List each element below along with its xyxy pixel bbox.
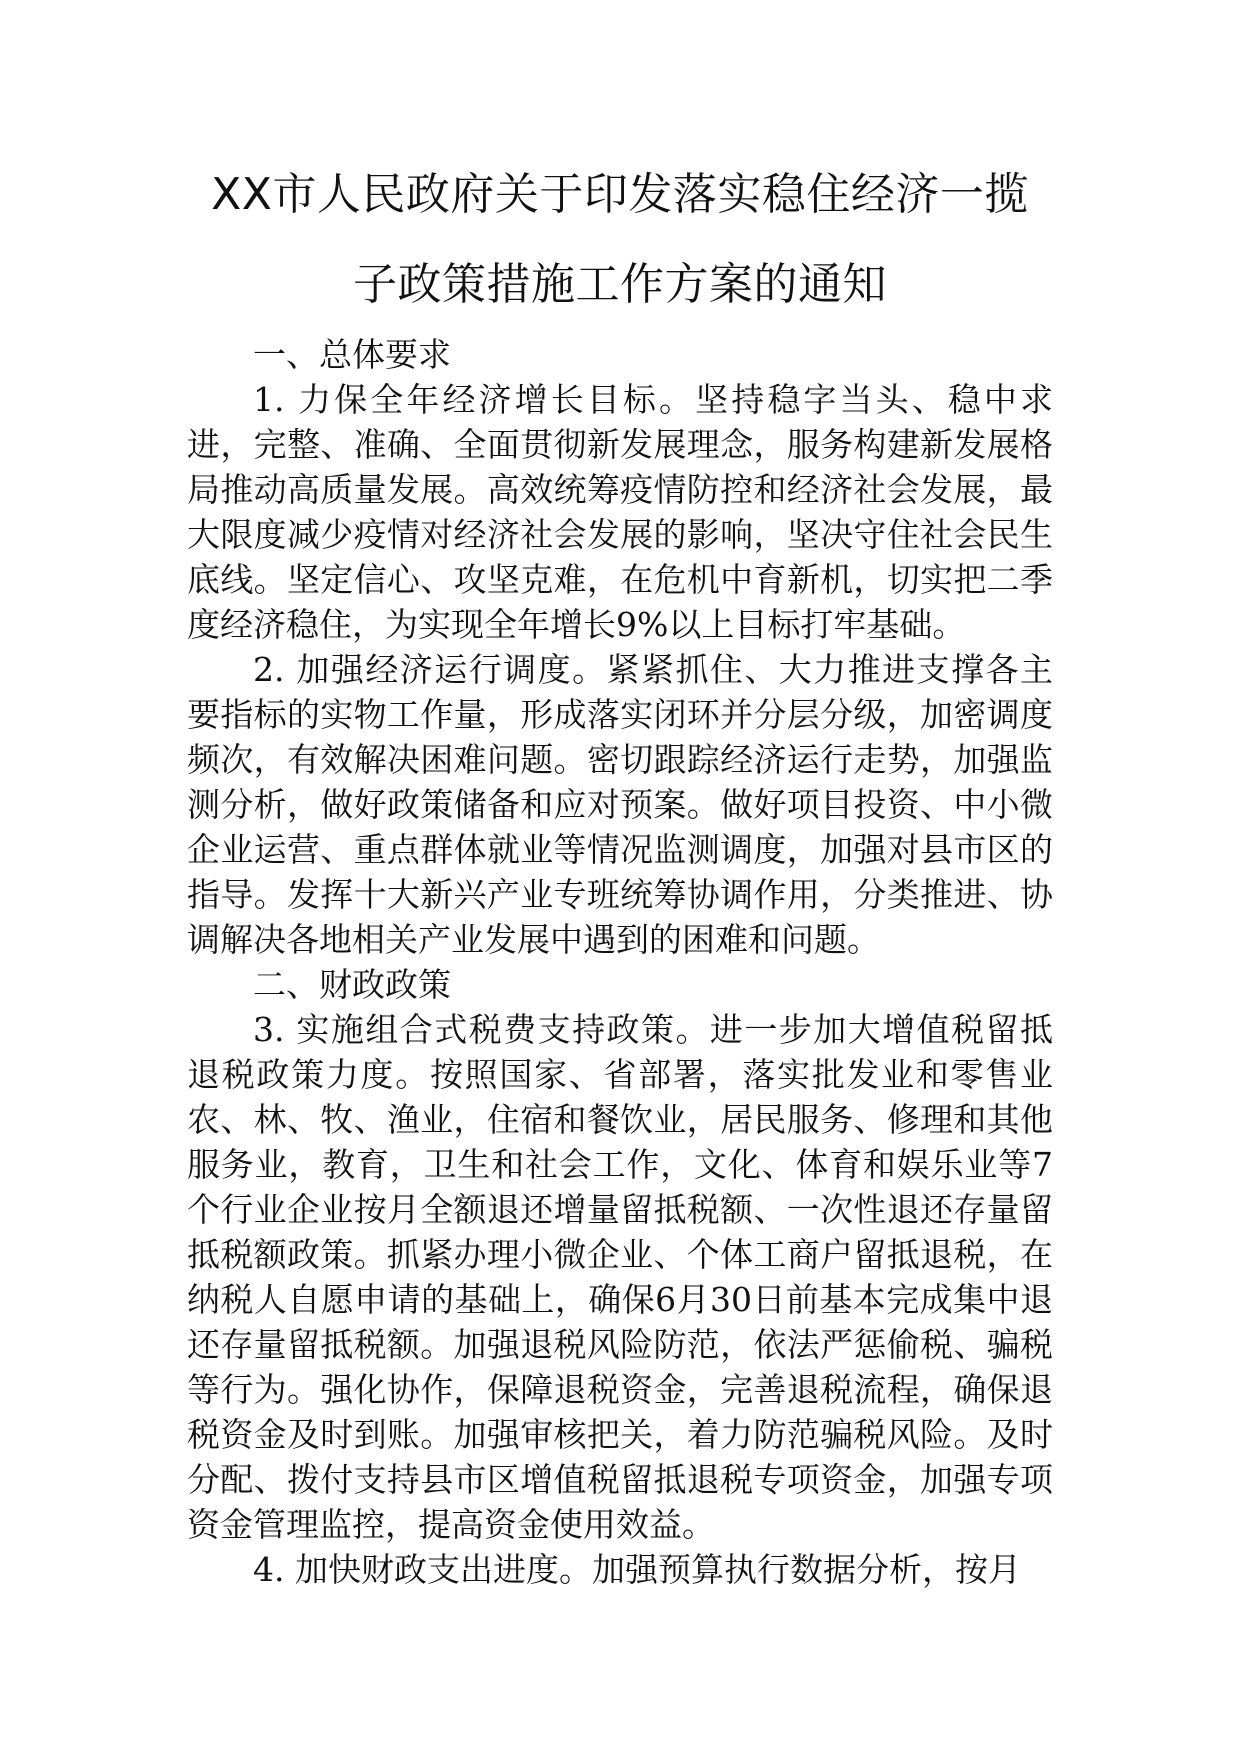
paragraph-2: 2. 加强经济运行调度。紧紧抓住、大力推进支撑各主要指标的实物工作量，形成落实闭环并分层分级，加密调度频次，有效解决困难问题。密切跟踪经济运行走势，加强监测分析，做好政策储备和应对预案。做好项目投资、中小微企业运营、重点群体就业等情况监测调度，加强对县市区的指导。发挥十大新兴产业专班统筹协调作用，分类推进、协调解决各地相关产业发展中遇到的困难和问题。 xyxy=(187,650,1053,959)
paragraph-4: 4. 加快财政支出进度。加强预算执行数据分析，按月 xyxy=(253,1550,1021,1589)
paragraph-1: 1. 力保全年经济增长目标。坚持稳字当头、稳中求进，完整、准确、全面贯彻新发展理念，服务构建新发展格局推动高质量发展。高效统筹疫情防控和经济社会发展，最大限度减少疫情对经济社会发展的影响，坚决守住社会民生底线。坚定信心、攻坚克难，在危机中育新机，切实把二季度经济稳住，为实现全年增长9%以上目标打牢基础。 xyxy=(187,380,1053,644)
section-heading-general-requirements: 一、总体要求 xyxy=(253,335,451,374)
section-heading-fiscal-policy: 二、财政政策 xyxy=(253,965,451,1004)
document-title xyxy=(187,150,1053,330)
title-line-2: 子政策措施工作方案的通知 xyxy=(353,259,887,310)
document-page xyxy=(187,150,1053,1592)
document-body xyxy=(187,332,1053,1592)
title-line-1: XX市人民政府关于印发落实稳住经济一揽 xyxy=(211,169,1029,220)
paragraph-3: 3. 实施组合式税费支持政策。进一步加大增值税留抵退税政策力度。按照国家、省部署，落实批发业和零售业农、林、牧、渔业，住宿和餐饮业，居民服务、修理和其他服务业，教育，卫生和社会工作，文化、体育和娱乐业等7个行业企业按月全额退还增量留抵税额、一次性退还存量留抵税额政策。抓紧办理小微企业、个体工商户留抵退税，在纳税人自愿申请的基础上，确保6月30日前基本完成集中退还存量留抵税额。加强退税风险防范，依法严惩偷税、骗税等行为。强化协作，保障退税资金，完善退税流程，确保退税资金及时到账。加强审核把关，着力防范骗税风险。及时分配、拨付支持县市区增值税留抵退税专项资金，加强专项资金管理监控，提高资金使用效益。 xyxy=(187,1010,1053,1544)
